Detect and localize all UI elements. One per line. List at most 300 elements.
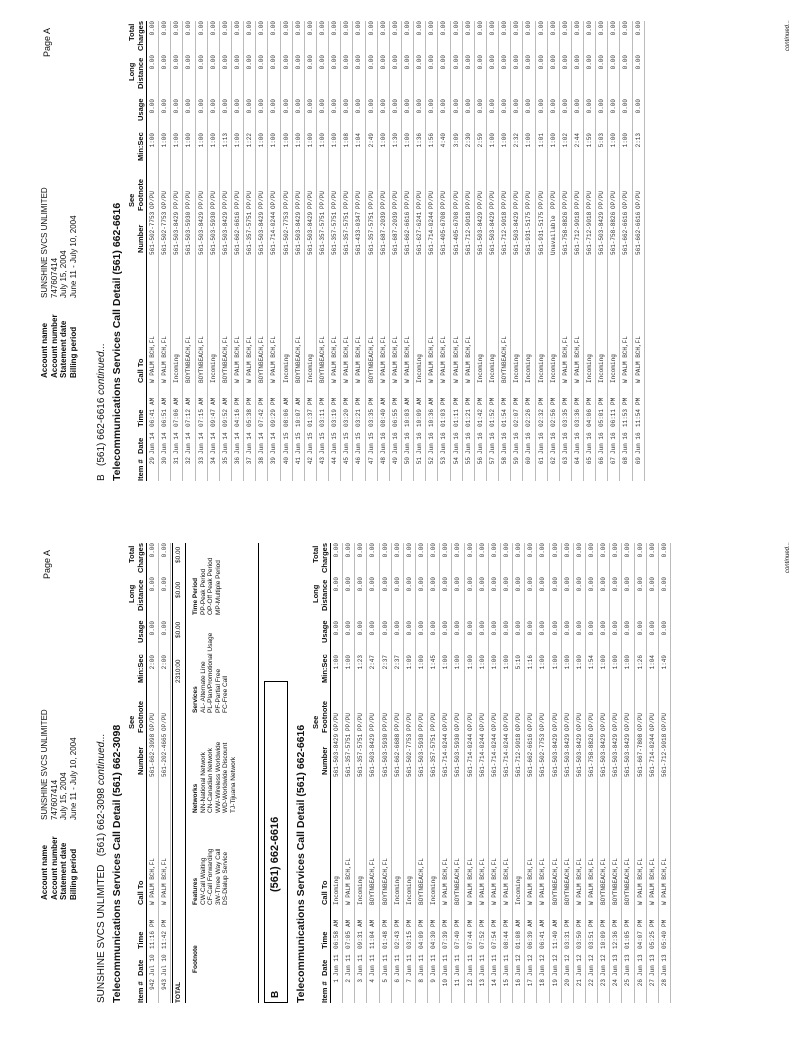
total-row — [172, 543, 186, 1003]
cell-total: 0.00 — [306, 21, 314, 36]
cell-usage: 0.00 — [405, 621, 413, 636]
hdr-long: Long — [311, 584, 320, 603]
cell-total: 0.00 — [258, 21, 266, 36]
cell-long-distance: 0.00 — [525, 55, 533, 70]
cell-number: 561-502-7753 — [161, 211, 169, 255]
cell-ampm: PM — [490, 919, 498, 927]
cell-minsec: 2:47 — [369, 655, 377, 670]
cell-item: 54 — [452, 457, 460, 465]
cell-item: 41 — [294, 457, 302, 465]
cell-usage: 0.00 — [149, 99, 156, 114]
cell-minsec: 2:13 — [634, 133, 642, 148]
hdr-callto: Call To — [136, 880, 145, 905]
cell-total: 0.00 — [586, 21, 594, 36]
total-total: $0.00 — [175, 546, 182, 563]
cell-item: 53 — [440, 457, 448, 465]
cell-long-distance: 0.00 — [294, 55, 302, 70]
cell-footnote: OP/PU — [515, 712, 523, 731]
cell-time: 01:05 — [624, 930, 632, 949]
cell-item: 30 — [161, 457, 169, 465]
cell-date: Jun 16 — [598, 432, 606, 454]
table-row — [220, 21, 232, 481]
cell-number: 561-357-5751 — [430, 733, 438, 777]
cell-footnote: PP/PU — [586, 190, 594, 209]
section-phone: (561) 662-6616 — [96, 397, 107, 466]
cell-footnote: PP/PU — [343, 190, 351, 209]
cell-number: 561-503-8429 — [333, 733, 340, 777]
cell-date: Jun 16 — [428, 432, 436, 454]
cell-item: 45 — [343, 457, 351, 465]
cell-item: 5 — [381, 979, 389, 983]
cell-item: 51 — [416, 457, 424, 465]
cell-total: 0.00 — [488, 21, 496, 36]
cell-minsec: 1:00 — [466, 655, 474, 670]
cell-long-distance: 0.00 — [624, 577, 632, 592]
cell-callto: W PALM BCH,FL — [149, 858, 156, 905]
cell-footnote: OP/PU — [575, 712, 583, 731]
table-row — [232, 21, 244, 481]
cell-number: 561-503-8429 — [369, 733, 377, 777]
cell-ampm: PM — [549, 397, 557, 405]
cell-item: 943 — [161, 979, 169, 990]
cell-item: 28 — [660, 979, 668, 987]
legend-item: 3W-Three Way Call — [214, 848, 222, 905]
cell-ampm: PM — [513, 397, 521, 405]
cell-ampm: PM — [464, 397, 472, 405]
cell-long-distance: 0.00 — [209, 55, 217, 70]
cell-time: 01:08 — [515, 930, 523, 949]
cell-time: 04:06 — [586, 408, 594, 427]
cell-date: Jun 12 — [515, 954, 523, 976]
legend-item: CF-Call Forwarding — [207, 848, 214, 905]
hdr-minsec: Min:Sec — [136, 654, 145, 683]
cell-minsec: 1:00 — [294, 133, 302, 148]
cell-time: 04:07 — [636, 930, 644, 949]
cell-long-distance: 0.00 — [185, 55, 193, 70]
cell-time: 02:26 — [525, 408, 533, 427]
cell-number: 561-712-9018 — [573, 211, 581, 255]
cell-usage: 0.00 — [502, 621, 510, 636]
table-row — [463, 21, 475, 481]
account-info — [40, 187, 78, 378]
account-number-label: Account number — [49, 314, 59, 378]
cell-total: 0.00 — [416, 21, 424, 36]
cell-item: 11 — [454, 979, 462, 987]
account-number: 747607414 — [49, 257, 59, 298]
cell-number: 561-503-5930 — [417, 733, 425, 777]
cell-footnote: OP/PU — [660, 712, 668, 731]
cell-number: 561-667-7808 — [636, 733, 644, 777]
cell-total: 0.00 — [622, 21, 630, 36]
cell-time: 06:11 — [610, 408, 618, 427]
cell-total: 0.00 — [294, 21, 302, 36]
cell-minsec: 1:04 — [648, 655, 656, 670]
cell-date: Jun 16 — [452, 432, 460, 454]
cell-footnote: OP/PU — [149, 712, 156, 731]
table-row — [244, 21, 256, 481]
cell-callto: BOYTNBEACH,FL — [369, 858, 377, 905]
cell-minsec: 1:00 — [575, 655, 583, 670]
table-row — [331, 543, 343, 1003]
cell-time: 10:09 — [600, 930, 608, 949]
cell-long-distance: 0.00 — [488, 55, 496, 70]
cell-date: Jun 16 — [391, 432, 399, 454]
cell-item: 49 — [391, 457, 399, 465]
cell-ampm: PM — [660, 919, 668, 927]
cell-item: 38 — [258, 457, 266, 465]
cell-item: 35 — [221, 457, 229, 465]
cell-minsec: 5:10 — [515, 655, 523, 670]
cell-time: 07:44 — [466, 930, 474, 949]
cell-long-distance: 0.00 — [343, 55, 351, 70]
cell-callto: W PALM BCH,FL — [634, 336, 642, 383]
continued-note: continued... — [785, 20, 791, 52]
cell-number: 561-503-5930 — [185, 211, 193, 255]
cell-time: 04:16 — [233, 408, 241, 427]
cell-number: 561-357-5751 — [331, 211, 339, 255]
cell-total: 0.00 — [369, 543, 377, 558]
table-row — [647, 543, 659, 1003]
cell-long-distance: 0.00 — [476, 55, 484, 70]
table-header — [124, 21, 147, 481]
table-row — [574, 543, 586, 1003]
cell-number: 561-662-6616 — [527, 733, 535, 777]
cell-usage: 0.00 — [537, 99, 545, 114]
cell-item: 50 — [403, 457, 411, 465]
cell-number: 561-712-9018 — [464, 211, 472, 255]
cell-date: Jun 16 — [403, 432, 411, 454]
cell-callto: Incoming — [598, 354, 606, 383]
cell-ampm: AM — [221, 397, 229, 405]
cell-long-distance: 0.00 — [549, 55, 557, 70]
cell-date: Jun 16 — [476, 432, 484, 454]
cell-time: 03:20 — [343, 408, 351, 427]
hdr-time: Time — [320, 931, 329, 949]
table-row — [208, 21, 220, 481]
cell-total: 0.00 — [379, 21, 387, 36]
cell-number: 561-503-5930 — [454, 733, 462, 777]
cell-callto: BOYTNBEACH,FL — [258, 336, 266, 383]
cell-total: 0.00 — [440, 21, 448, 36]
cell-total: 0.00 — [610, 21, 618, 36]
cell-usage: 0.00 — [430, 621, 438, 636]
cell-date: Jun 14 — [258, 432, 266, 454]
hdr-distance: Distance — [136, 57, 145, 89]
cell-footnote: PP/PU — [416, 190, 424, 209]
hdr-number: Number — [320, 746, 329, 775]
cell-date: Jun 16 — [488, 432, 496, 454]
cell-item: 40 — [282, 457, 290, 465]
cell-date: Jun 16 — [525, 432, 533, 454]
cell-date: Jun 16 — [379, 432, 387, 454]
section-heading — [96, 733, 107, 1003]
cell-item: 2 — [345, 979, 353, 983]
cell-item: 62 — [549, 457, 557, 465]
cell-item: 6 — [393, 979, 401, 983]
cell-long-distance: 0.00 — [464, 55, 472, 70]
cell-number: 561-931-5175 — [525, 211, 533, 255]
cell-callto: W PALM BCH,FL — [466, 858, 474, 905]
cell-item: 12 — [466, 979, 474, 987]
cell-footnote: PP/PU — [185, 190, 193, 209]
cell-number: 561-714-0244 — [478, 733, 486, 777]
cell-footnote: PP/PU — [452, 190, 460, 209]
hdr-date: Date — [136, 437, 145, 454]
cell-ampm: PM — [478, 919, 486, 927]
cell-time: 06:51 — [161, 408, 169, 427]
cell-footnote: PP/PU — [318, 190, 326, 209]
cell-time: 10:36 — [428, 408, 436, 427]
cell-callto: W PALM BCH,FL — [233, 336, 241, 383]
cell-minsec: 1:01 — [537, 133, 545, 148]
cell-number: 561-503-5930 — [381, 733, 389, 777]
table-row — [438, 21, 450, 481]
table-row — [610, 543, 622, 1003]
cell-long-distance: 0.00 — [598, 55, 606, 70]
cell-date: Jun 15 — [282, 432, 290, 454]
page-label: Page A — [42, 550, 52, 580]
cell-ampm: PM — [610, 397, 618, 405]
cell-number: 561-714-0244 — [490, 733, 498, 777]
cell-total: 0.00 — [149, 21, 156, 36]
cell-minsec: 1:00 — [610, 133, 618, 148]
cell-ampm: AM — [403, 397, 411, 405]
cell-footnote: PP/PU — [246, 190, 254, 209]
cell-usage: 0.00 — [586, 99, 594, 114]
cell-ampm: AM — [527, 919, 535, 927]
hdr-usage: Usage — [320, 620, 329, 643]
cell-usage: 0.00 — [515, 621, 523, 636]
section-continued: continued... — [96, 343, 107, 395]
cell-usage: 0.00 — [466, 621, 474, 636]
cell-callto: W PALM BCH,FL — [246, 336, 254, 383]
cell-number: 561-503-8429 — [513, 211, 521, 255]
cell-ampm: PM — [355, 397, 363, 405]
cell-item: 66 — [598, 457, 606, 465]
hdr-item: Item # — [136, 981, 145, 1003]
cell-number: 561-433-0347 — [355, 211, 363, 255]
cell-usage: 0.00 — [149, 621, 156, 636]
total-usage: $0.00 — [175, 621, 182, 638]
hdr-footnote: Footnote — [136, 178, 145, 211]
cell-footnote: PP/PU — [488, 190, 496, 209]
cell-long-distance: 0.00 — [331, 55, 339, 70]
cell-ampm: PM — [391, 397, 399, 405]
cell-ampm: PM — [525, 397, 533, 405]
cell-usage: 0.00 — [282, 99, 290, 114]
cell-minsec: 1:00 — [209, 133, 217, 148]
cell-minsec: 1:26 — [636, 655, 644, 670]
legend-services — [192, 633, 230, 713]
cell-item: 8 — [417, 979, 425, 983]
cell-callto: Incoming — [405, 876, 413, 905]
table-row — [390, 21, 402, 481]
hdr-distance: Distance — [136, 579, 145, 611]
cell-usage: 0.00 — [428, 99, 436, 114]
cell-usage: 0.00 — [270, 99, 278, 114]
cell-callto: BOYTNBEACH,FL — [501, 336, 509, 383]
cell-callto: W PALM BCH,FL — [587, 858, 595, 905]
cell-item: 26 — [636, 979, 644, 987]
cell-minsec: 1:00 — [403, 133, 411, 148]
cell-usage: 0.00 — [598, 99, 606, 114]
cell-date: Jun 16 — [416, 432, 424, 454]
cell-minsec: 1:49 — [660, 655, 668, 670]
cell-date: Jun 16 — [464, 432, 472, 454]
cell-minsec: 1:08 — [343, 133, 351, 148]
cell-long-distance: 0.00 — [537, 55, 545, 70]
hdr-date: Date — [136, 959, 145, 976]
legend-item: MP-Multiple Period — [214, 560, 222, 615]
cell-ampm: AM — [294, 397, 302, 405]
cell-footnote: PP/PU — [573, 190, 581, 209]
hdr-long: Long — [127, 62, 136, 81]
cell-total: 0.00 — [357, 543, 365, 558]
cell-long-distance: 0.00 — [513, 55, 521, 70]
cell-ampm: PM — [624, 919, 632, 927]
cell-time: 02:43 — [393, 930, 401, 949]
cell-total: 0.00 — [634, 21, 642, 36]
cell-time: 03:19 — [331, 408, 339, 427]
cell-time: 07:42 — [258, 408, 266, 427]
cell-minsec: 1:22 — [246, 133, 254, 148]
cell-footnote: OP/PU — [149, 190, 156, 209]
cell-number: 561-502-7753 — [405, 733, 413, 777]
cell-minsec: 1:54 — [587, 655, 595, 670]
cell-item: 33 — [197, 457, 205, 465]
cell-time: 10:03 — [403, 408, 411, 427]
cell-item: 59 — [513, 457, 521, 465]
cell-footnote: PP/PU — [440, 190, 448, 209]
cell-minsec: 1:00 — [233, 133, 241, 148]
cell-footnote: PP/PU — [331, 190, 339, 209]
cell-callto: BOYTNBEACH,FL — [294, 336, 302, 383]
cell-item: 20 — [563, 979, 571, 987]
cell-number: 561-503-8429 — [294, 211, 302, 255]
cell-footnote: PP/PU — [430, 712, 438, 731]
cell-date: Jun 11 — [417, 954, 425, 976]
cell-number: 561-357-5751 — [367, 211, 375, 255]
cell-usage: 0.00 — [318, 99, 326, 114]
cell-minsec: 1:00 — [379, 133, 387, 148]
table-row — [392, 543, 404, 1003]
cell-long-distance: 0.00 — [149, 577, 156, 592]
cell-long-distance: 0.00 — [197, 55, 205, 70]
cell-callto: W PALM BCH,FL — [622, 336, 630, 383]
cell-date: Jun 13 — [612, 954, 620, 976]
legend-networks — [192, 742, 237, 813]
cell-date: Jun 15 — [294, 432, 302, 454]
table-row — [620, 21, 632, 481]
cell-time: 07:12 — [185, 408, 193, 427]
cell-usage: 0.00 — [355, 99, 363, 114]
cell-callto: Incoming — [515, 876, 523, 905]
table-row — [501, 543, 513, 1003]
cell-date: Jun 16 — [549, 432, 557, 454]
cell-date: Jun 11 — [369, 954, 377, 976]
cell-item: 19 — [551, 979, 559, 987]
cell-time: 06:58 — [333, 930, 340, 949]
cell-total: 0.00 — [391, 21, 399, 36]
cell-ampm: PM — [246, 397, 254, 405]
cell-total: 0.00 — [381, 543, 389, 558]
cell-item: 46 — [355, 457, 363, 465]
cell-callto: Incoming — [282, 354, 290, 383]
cell-footnote: OP/PU — [539, 712, 547, 731]
cell-long-distance: 0.00 — [403, 55, 411, 70]
cell-long-distance: 0.00 — [551, 577, 559, 592]
cell-minsec: 1:00 — [549, 133, 557, 148]
cell-item: 9 — [430, 979, 438, 983]
cell-long-distance: 0.00 — [369, 577, 377, 592]
cell-minsec: 1:00 — [185, 133, 193, 148]
cell-date: Jun 12 — [563, 954, 571, 976]
cell-item: 16 — [515, 979, 523, 987]
legend-item: WD-Worldwide Discount — [222, 742, 229, 813]
cell-date: Jun 11 — [381, 954, 389, 976]
cell-callto: W PALM BCH,FL — [464, 336, 472, 383]
cell-number: 561-503-8429 — [197, 211, 205, 255]
cell-ampm: AM — [149, 397, 156, 405]
cell-time: 01:52 — [488, 408, 496, 427]
table-row — [608, 21, 620, 481]
table-row — [268, 21, 280, 481]
cell-minsec: 1:16 — [527, 655, 535, 670]
cell-long-distance: 0.00 — [490, 577, 498, 592]
table-row — [159, 21, 171, 481]
cell-ampm: PM — [501, 397, 509, 405]
cell-number: 561-687-2039 — [379, 211, 387, 255]
account-info — [40, 709, 78, 900]
cell-minsec: 2:00 — [161, 655, 169, 670]
cell-number: 561-662-6616 — [403, 211, 411, 255]
hdr-item: Item # — [136, 459, 145, 481]
cell-footnote: PP/PU — [357, 712, 365, 731]
cell-number: 561-503-8429 — [551, 733, 559, 777]
cell-footnote: OP/PU — [333, 712, 340, 731]
table-row — [477, 543, 489, 1003]
cell-usage: 0.00 — [587, 621, 595, 636]
cell-ampm: AM — [379, 397, 387, 405]
cell-callto: W PALM BCH,FL — [527, 858, 535, 905]
cell-long-distance: 0.00 — [466, 577, 474, 592]
cell-footnote: OP/PU — [527, 712, 535, 731]
cell-usage: 0.00 — [464, 99, 472, 114]
cell-footnote: PP/PU — [221, 190, 229, 209]
account-number-label: Account number — [49, 836, 59, 900]
cell-date: Jun 15 — [306, 432, 314, 454]
cell-callto: W PALM BCH,FL — [561, 336, 569, 383]
cell-date: Jun 16 — [610, 432, 618, 454]
cell-total: 0.00 — [417, 543, 425, 558]
cell-footnote: PP/PU — [405, 712, 413, 731]
table-row — [548, 21, 560, 481]
legend-item: FC-Free Call — [222, 675, 229, 713]
cell-long-distance: 0.00 — [221, 55, 229, 70]
table-row — [171, 21, 183, 481]
cell-usage: 0.00 — [660, 621, 668, 636]
cell-date: Jun 12 — [575, 954, 583, 976]
cell-total: 0.00 — [233, 21, 241, 36]
cell-footnote: OP/PU — [636, 712, 644, 731]
cell-ampm: PM — [452, 397, 460, 405]
hdr-total: Total — [311, 545, 320, 563]
cell-time: 04:30 — [430, 930, 438, 949]
cell-long-distance: 0.00 — [563, 577, 571, 592]
cell-footnote: PP/PU — [294, 190, 302, 209]
cell-item: 64 — [573, 457, 581, 465]
account-number: 747607414 — [49, 779, 59, 820]
